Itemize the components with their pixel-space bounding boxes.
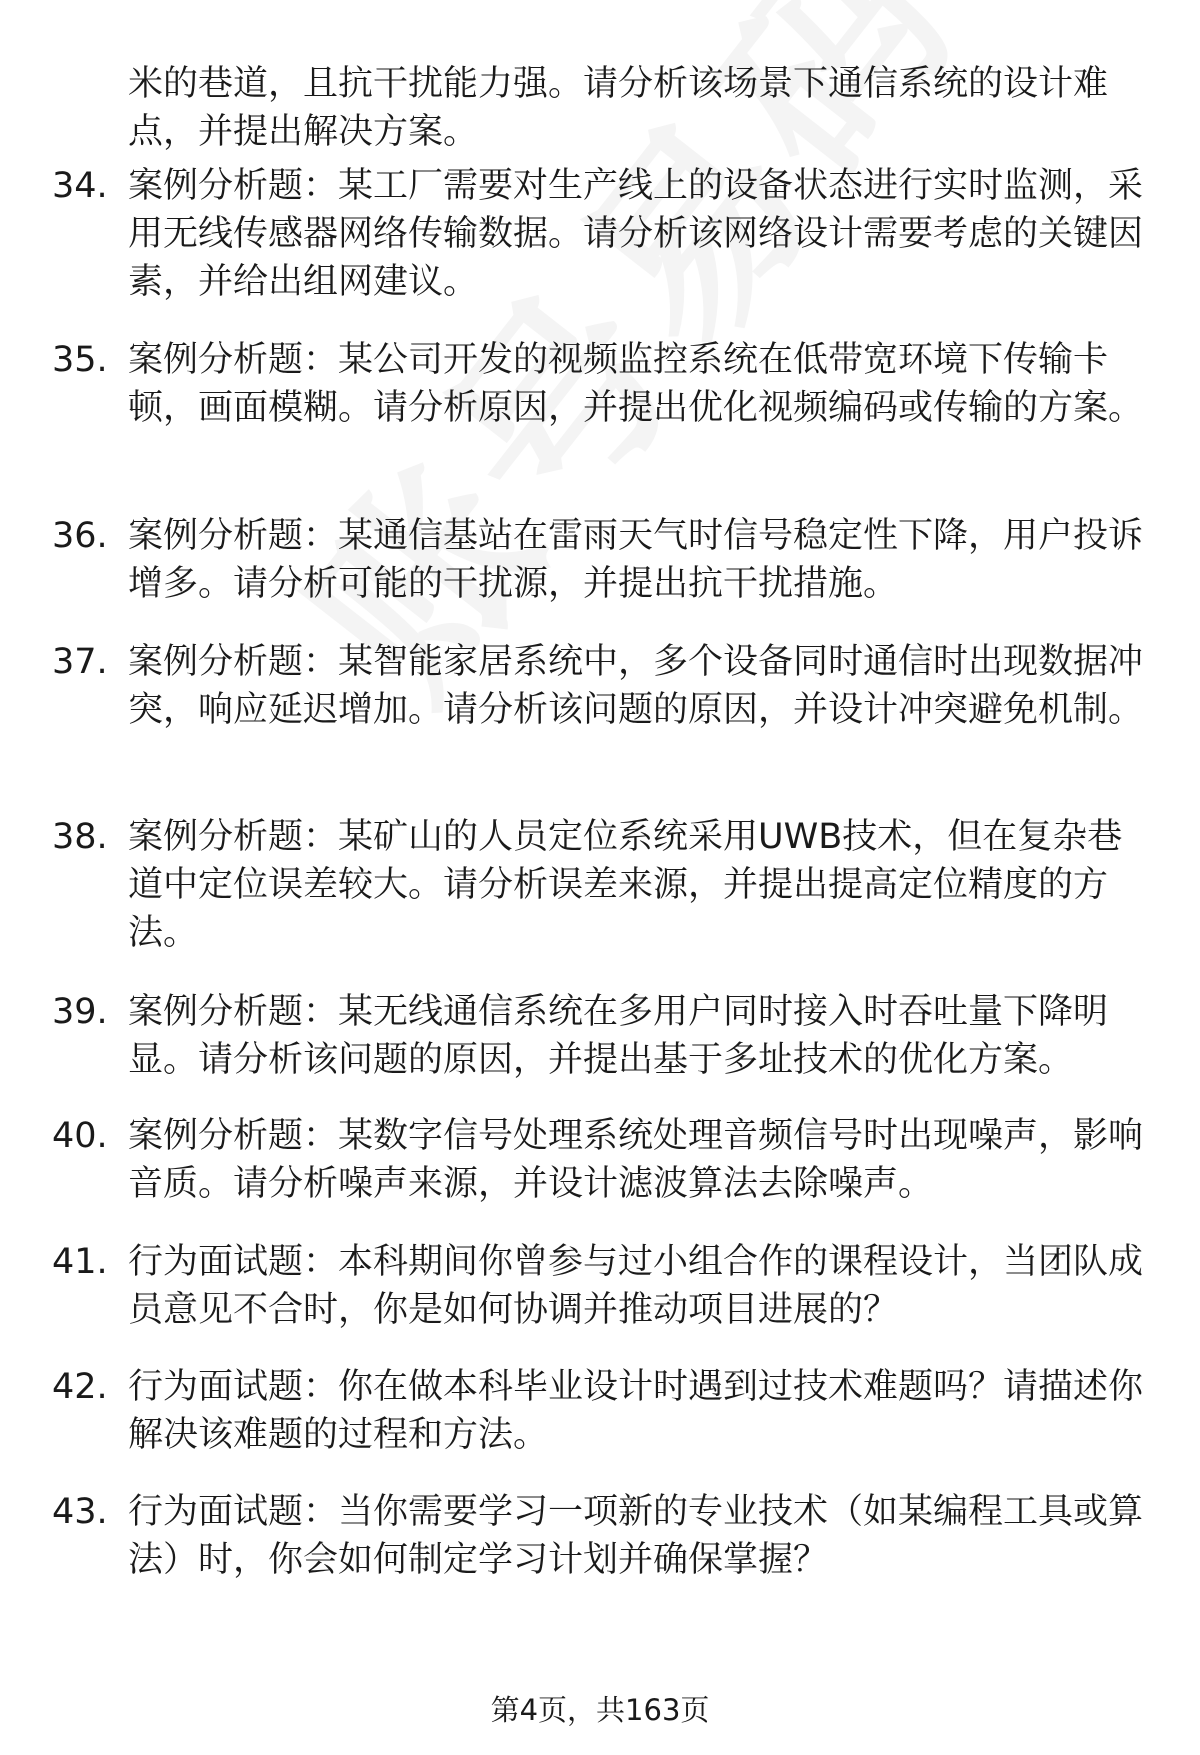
question-number: 38. [52, 817, 108, 857]
question-36 [52, 512, 1152, 608]
question-text: 行为面试题：当你需要学习一项新的专业技术（如某编程工具或算法）时，你会如何制定学习计划并确保掌握？ [128, 1492, 1144, 1580]
question-text: 行为面试题：本科期间你曾参与过小组合作的课程设计，当团队成员意见不合时，你是如何协调并推动项目进展的？ [128, 1242, 1144, 1330]
question-38 [52, 813, 1152, 957]
question-40 [52, 1112, 1152, 1208]
question-37 [52, 638, 1152, 734]
question-text: 案例分析题：某公司开发的视频监控系统在低带宽环境下传输卡顿，画面模糊。请分析原因，并提出优化视频编码或传输的方案。 [128, 340, 1144, 428]
question-number: 37. [52, 642, 108, 682]
question-text: 案例分析题：某数字信号处理系统处理音频信号时出现噪声，影响音质。请分析噪声来源，并设计滤波算法去除噪声。 [128, 1116, 1144, 1204]
question-number: 40. [52, 1116, 108, 1156]
question-34 [52, 162, 1152, 306]
question-number: 34. [52, 166, 108, 206]
question-39 [52, 988, 1152, 1084]
question-42 [52, 1363, 1152, 1459]
continued-text: 米的巷道，且抗干扰能力强。请分析该场景下通信系统的设计难点，并提出解决方案。 [128, 64, 1109, 152]
question-number: 35. [52, 340, 108, 380]
question-number: 36. [52, 516, 108, 556]
question-number: 42. [52, 1367, 108, 1407]
question-text: 案例分析题：某无线通信系统在多用户同时接入时吞吐量下降明显。请分析该问题的原因，并提出基于多址技术的优化方案。 [128, 992, 1109, 1080]
question-number: 39. [52, 992, 108, 1032]
question-43 [52, 1488, 1152, 1584]
question-text: 案例分析题：某工厂需要对生产线上的设备状态进行实时监测，采用无线传感器网络传输数据。请分析该网络设计需要考虑的关键因素，并给出组网建议。 [128, 166, 1144, 302]
page-footer: 第4页，共163页 [490, 1693, 710, 1727]
question-41 [52, 1238, 1152, 1334]
question-number: 41. [52, 1242, 108, 1282]
question-text: 案例分析题：某智能家居系统中，多个设备同时通信时出现数据冲突，响应延迟增加。请分析该问题的原因，并设计冲突避免机制。 [128, 642, 1144, 730]
question-text: 案例分析题：某通信基站在雷雨天气时信号稳定性下降，用户投诉增多。请分析可能的干扰源，并提出抗干扰措施。 [128, 516, 1144, 604]
question-number: 43. [52, 1492, 108, 1532]
question-text: 案例分析题：某矿山的人员定位系统采用UWB技术，但在复杂巷道中定位误差较大。请分析误差来源，并提出提高定位精度的方法。 [128, 817, 1123, 953]
question-text: 行为面试题：你在做本科毕业设计时遇到过技术难题吗？请描述你解决该难题的过程和方法。 [128, 1367, 1144, 1455]
question-35 [52, 336, 1152, 432]
